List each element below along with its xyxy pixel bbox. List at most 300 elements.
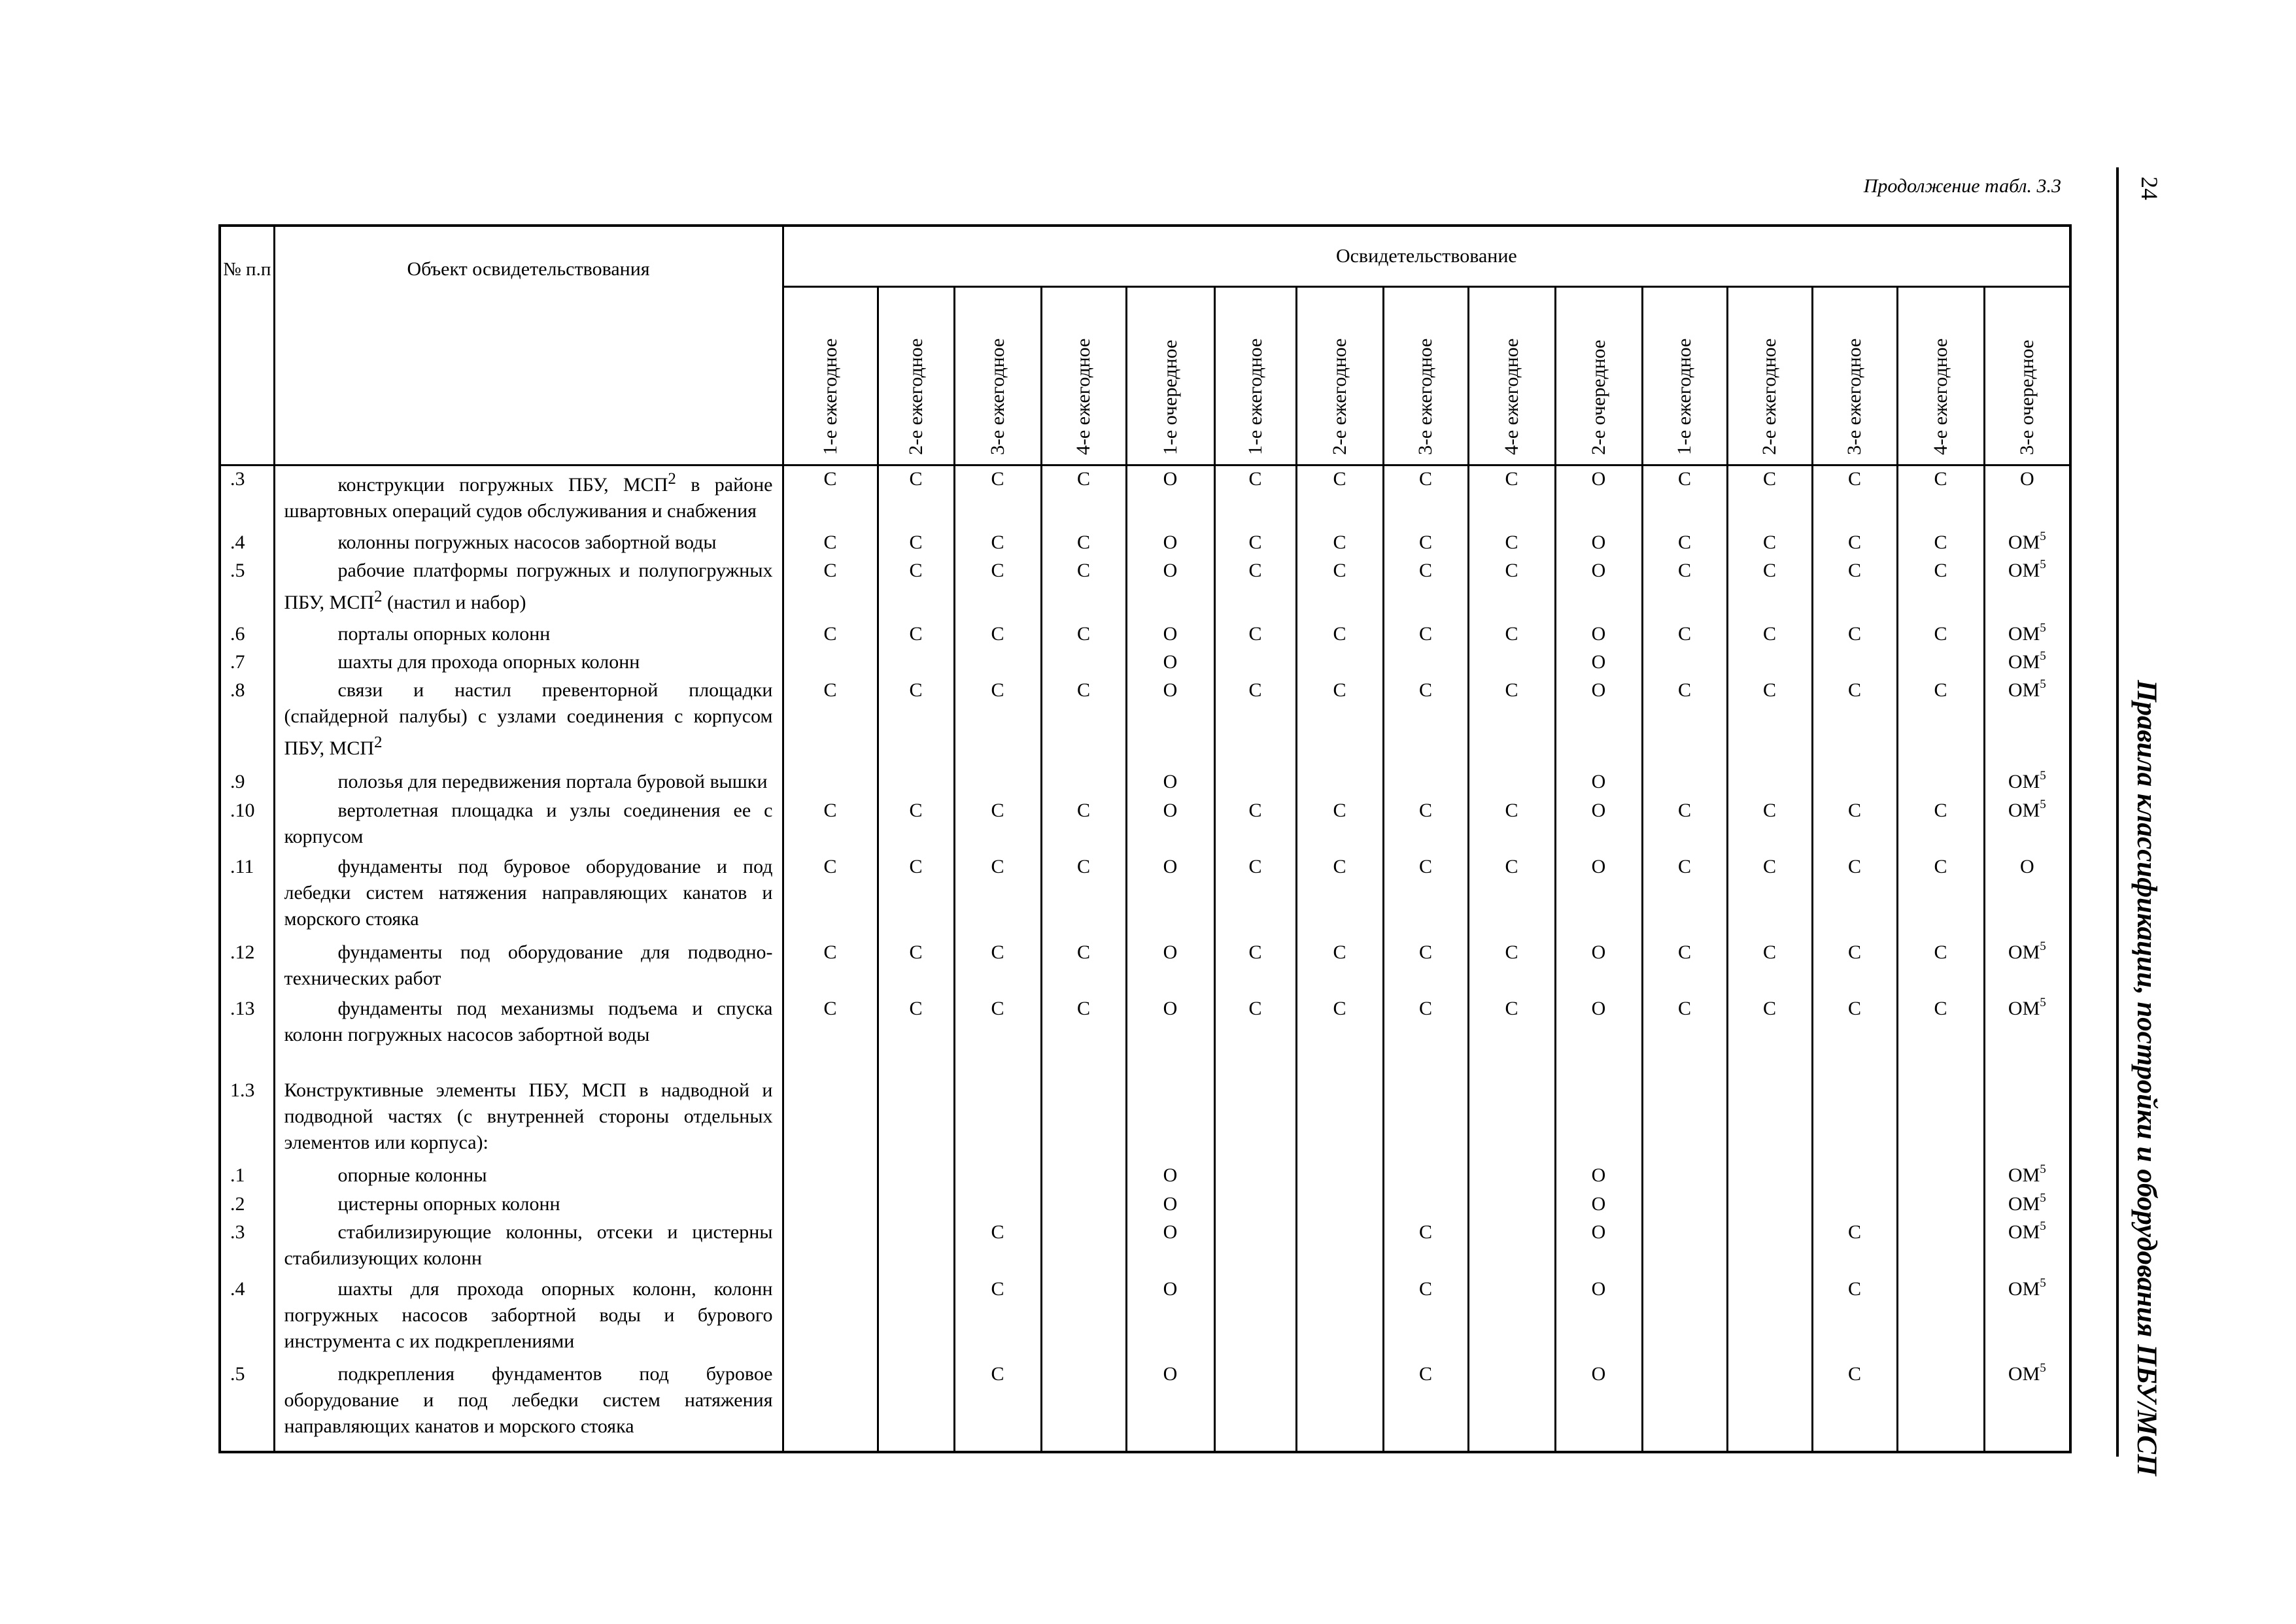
survey-mark — [1383, 558, 1468, 621]
survey-mark — [783, 1361, 878, 1452]
footnote-ref: 5 — [2040, 620, 2046, 635]
survey-mark — [1727, 996, 1812, 1053]
survey-table — [218, 224, 2072, 1453]
survey-mark — [878, 558, 954, 621]
survey-mark-value: С — [1847, 468, 1861, 490]
row-object — [274, 1276, 783, 1361]
survey-mark-value: С — [1847, 856, 1861, 878]
survey-mark — [1126, 1276, 1214, 1361]
survey-mark — [1041, 558, 1126, 621]
row-number: .4 — [220, 1276, 274, 1361]
survey-mark — [954, 939, 1041, 996]
table-row — [220, 1276, 2070, 1361]
row-object — [274, 677, 783, 769]
column-header-survey-2 — [878, 287, 954, 465]
survey-mark — [1214, 1276, 1296, 1361]
survey-mark-value: С — [1677, 531, 1691, 553]
spacer-cell — [1296, 1053, 1383, 1077]
survey-mark — [1555, 1077, 1642, 1162]
row-object-text: фундаменты под буровое оборудование и под лебедки систем натяжения направляющих канатов и морского стояка — [284, 856, 773, 930]
survey-mark-value: ОМ — [2008, 622, 2040, 645]
column-header-survey-13 — [1812, 287, 1897, 465]
row-object-text: подкрепления фундаментов под буровое оборудование и под лебедки систем натяжения направляющих канатов и морского стояка — [284, 1363, 773, 1438]
survey-mark-value: С — [1333, 679, 1346, 702]
survey-mark-value: ОМ — [2008, 941, 2040, 963]
survey-mark-value: С — [1248, 679, 1262, 702]
row-object-text: связи и настил превенторной площадки (спайдерной палубы) с узлами соединения с корпусом ПБУ, МСП — [284, 679, 773, 760]
survey-mark — [1041, 798, 1126, 854]
survey-mark-value: О — [1163, 468, 1178, 490]
row-number: .3 — [220, 1219, 274, 1276]
survey-mark-value: С — [1248, 856, 1262, 878]
footnote-ref: 5 — [2040, 529, 2046, 543]
survey-mark — [1383, 1077, 1468, 1162]
survey-mark-value: С — [823, 622, 837, 645]
survey-mark — [1812, 677, 1897, 769]
survey-mark — [1468, 854, 1555, 939]
row-object-text: вертолетная площадка и узлы соединения ее с корпусом — [284, 799, 773, 847]
survey-mark-value: ОМ — [2008, 651, 2040, 673]
row-object — [274, 558, 783, 621]
survey-mark — [1984, 465, 2070, 530]
survey-mark — [1727, 1191, 1812, 1219]
survey-mark-value: С — [1333, 468, 1346, 490]
survey-mark — [878, 1276, 954, 1361]
survey-mark — [783, 649, 878, 677]
survey-mark-value: С — [1333, 560, 1346, 582]
survey-mark — [1555, 1162, 1642, 1191]
row-number: .1 — [220, 1162, 274, 1191]
survey-mark — [1468, 1191, 1555, 1219]
row-number: .13 — [220, 996, 274, 1053]
survey-mark-value: С — [1333, 856, 1346, 878]
survey-mark — [1812, 939, 1897, 996]
survey-mark-value: С — [1418, 679, 1432, 702]
survey-mark — [954, 677, 1041, 769]
table-row — [220, 649, 2070, 677]
survey-mark — [1468, 1077, 1555, 1162]
survey-mark — [1468, 465, 1555, 530]
survey-mark — [878, 649, 954, 677]
survey-mark — [1727, 1077, 1812, 1162]
survey-mark — [783, 996, 878, 1053]
column-header-label: 2-е ежегодное — [1758, 338, 1780, 455]
survey-mark — [1468, 798, 1555, 854]
survey-mark-value: С — [1248, 560, 1262, 582]
survey-mark — [1897, 1361, 1984, 1452]
column-header-label: 1-е ежегодное — [819, 338, 841, 455]
survey-mark — [1555, 798, 1642, 854]
footnote-ref: 5 — [2040, 1361, 2046, 1376]
survey-mark-value: ОМ — [2008, 1164, 2040, 1187]
survey-mark — [1126, 621, 1214, 649]
survey-mark-value: С — [991, 531, 1004, 553]
row-object — [274, 1191, 783, 1219]
column-header-label: 1-е ежегодное — [1673, 338, 1695, 455]
survey-mark — [1555, 465, 1642, 530]
survey-mark — [1468, 558, 1555, 621]
survey-mark-value: О — [1591, 856, 1606, 878]
survey-mark — [1041, 854, 1126, 939]
survey-mark-value: С — [1505, 622, 1518, 645]
survey-mark-value: С — [1333, 998, 1346, 1020]
survey-mark — [1383, 854, 1468, 939]
survey-mark — [954, 558, 1041, 621]
survey-mark — [1555, 854, 1642, 939]
survey-mark — [1041, 1361, 1126, 1452]
spacer-cell — [954, 1053, 1041, 1077]
footnote-ref: 5 — [2040, 649, 2046, 663]
column-header-label: 4-е ежегодное — [1929, 338, 1951, 455]
column-header-label: 4-е ежегодное — [1072, 338, 1094, 455]
table-row — [220, 621, 2070, 649]
survey-mark — [1041, 769, 1126, 797]
survey-mark-value: С — [1934, 679, 1947, 702]
survey-mark — [1984, 1219, 2070, 1276]
table-row — [220, 1361, 2070, 1452]
survey-mark-value: О — [1163, 560, 1178, 582]
survey-mark-value: С — [1847, 799, 1861, 821]
survey-mark — [1984, 1077, 2070, 1162]
footnote-ref: 2 — [374, 588, 383, 606]
survey-mark-value: С — [1847, 1221, 1861, 1243]
row-object — [274, 1219, 783, 1276]
column-header-survey-15 — [1984, 287, 2070, 465]
survey-mark-value: С — [1333, 799, 1346, 821]
survey-mark-value: С — [1076, 941, 1090, 963]
survey-mark — [1642, 1219, 1727, 1276]
row-number: .2 — [220, 1191, 274, 1219]
survey-mark — [1897, 1162, 1984, 1191]
row-object — [274, 621, 783, 649]
row-object — [274, 465, 783, 530]
survey-mark — [1214, 798, 1296, 854]
survey-mark-value: С — [991, 622, 1004, 645]
survey-mark-value: О — [1591, 679, 1606, 702]
survey-mark — [1468, 996, 1555, 1053]
survey-mark-value: С — [1847, 531, 1861, 553]
survey-mark — [1126, 649, 1214, 677]
table-row — [220, 1162, 2070, 1191]
survey-mark-value: О — [1163, 1164, 1178, 1187]
survey-mark-value: С — [909, 531, 923, 553]
survey-mark-value: О — [1163, 1221, 1178, 1243]
survey-mark-value: С — [1418, 941, 1432, 963]
survey-mark — [1468, 649, 1555, 677]
survey-mark-value: С — [1076, 622, 1090, 645]
survey-mark-value: С — [1847, 1277, 1861, 1300]
survey-mark — [1897, 939, 1984, 996]
survey-mark — [1383, 677, 1468, 769]
survey-mark — [1296, 558, 1383, 621]
row-number: .7 — [220, 649, 274, 677]
survey-mark — [1383, 939, 1468, 996]
survey-mark-value: С — [909, 941, 923, 963]
survey-mark — [1642, 649, 1727, 677]
survey-mark — [1296, 996, 1383, 1053]
survey-mark — [1126, 798, 1214, 854]
survey-mark — [1041, 649, 1126, 677]
survey-mark-value: С — [1418, 468, 1432, 490]
survey-mark — [1984, 677, 2070, 769]
survey-mark-value: О — [1163, 799, 1178, 821]
survey-mark — [783, 677, 878, 769]
survey-mark-value: С — [1418, 998, 1432, 1020]
spacer-cell — [1642, 1053, 1727, 1077]
row-object — [274, 1361, 783, 1452]
survey-mark — [1214, 854, 1296, 939]
survey-mark — [783, 1162, 878, 1191]
row-number: .4 — [220, 530, 274, 558]
column-header-survey-8 — [1383, 287, 1468, 465]
survey-mark-value: О — [1591, 941, 1606, 963]
survey-mark-value: С — [1418, 531, 1432, 553]
survey-mark — [954, 854, 1041, 939]
survey-mark — [1812, 1219, 1897, 1276]
survey-mark — [1383, 769, 1468, 797]
survey-mark — [1041, 1219, 1126, 1276]
survey-mark-value: ОМ — [2008, 531, 2040, 553]
survey-mark — [954, 1219, 1041, 1276]
survey-mark — [1642, 939, 1727, 996]
survey-mark — [1126, 854, 1214, 939]
table-row — [220, 1219, 2070, 1276]
survey-mark — [1897, 854, 1984, 939]
survey-mark-value: С — [1762, 531, 1776, 553]
survey-mark-value: С — [1248, 531, 1262, 553]
survey-mark-value: С — [1076, 531, 1090, 553]
survey-mark — [1897, 798, 1984, 854]
survey-mark — [1984, 621, 2070, 649]
survey-mark — [1214, 769, 1296, 797]
survey-mark — [1214, 996, 1296, 1053]
survey-mark-value: С — [1418, 1277, 1432, 1300]
survey-mark — [1296, 1219, 1383, 1276]
survey-mark — [1468, 1219, 1555, 1276]
row-number: 1.3 — [220, 1077, 274, 1162]
survey-mark-value: С — [823, 941, 837, 963]
survey-mark — [1642, 530, 1727, 558]
survey-mark — [954, 621, 1041, 649]
survey-mark-value: ОМ — [2008, 1363, 2040, 1385]
spacer-cell — [1897, 1053, 1984, 1077]
survey-mark — [954, 530, 1041, 558]
survey-mark-value: ОМ — [2008, 771, 2040, 793]
survey-mark — [1812, 798, 1897, 854]
survey-mark — [1727, 649, 1812, 677]
row-object-text: Конструктивные элементы ПБУ, МСП в надводной и подводной частях (с внутренней стороны отдельных элементов или корпуса): — [284, 1079, 773, 1154]
table-row — [220, 939, 2070, 996]
column-header-object: Объект освидетельствования — [274, 226, 783, 465]
survey-mark-value: С — [1248, 799, 1262, 821]
row-object-text-cont: (настил и набор) — [382, 592, 526, 614]
survey-mark — [954, 1191, 1041, 1219]
survey-mark-value: С — [991, 1221, 1004, 1243]
row-number: .5 — [220, 558, 274, 621]
row-object-text: шахты для прохода опорных колонн, колонн погружных насосов забортной воды и бурового инструмента с их подкреплениями — [284, 1277, 773, 1352]
spacer-cell — [1214, 1053, 1296, 1077]
survey-mark — [954, 1276, 1041, 1361]
survey-mark — [1041, 677, 1126, 769]
survey-mark — [1383, 1219, 1468, 1276]
column-header-survey-7 — [1296, 287, 1383, 465]
side-rule — [2116, 167, 2119, 1457]
survey-mark — [1727, 558, 1812, 621]
column-header-label: 3-е ежегодное — [986, 338, 1008, 455]
row-object — [274, 649, 783, 677]
column-header-survey-9 — [1468, 287, 1555, 465]
survey-mark-value: С — [1076, 856, 1090, 878]
spacer-cell — [1126, 1053, 1214, 1077]
survey-mark-value: С — [1934, 468, 1947, 490]
row-number: .9 — [220, 769, 274, 797]
survey-mark — [1126, 939, 1214, 996]
survey-mark — [1897, 1191, 1984, 1219]
survey-mark — [783, 1276, 878, 1361]
spacer-cell — [1727, 1053, 1812, 1077]
survey-mark — [1984, 1276, 2070, 1361]
table-row — [220, 1077, 2070, 1162]
table-row — [220, 996, 2070, 1053]
table-row — [220, 854, 2070, 939]
column-header-label: 3-е очередное — [2015, 339, 2038, 455]
row-number: .8 — [220, 677, 274, 769]
survey-mark-value: С — [909, 799, 923, 821]
survey-mark — [1555, 939, 1642, 996]
table-row — [220, 530, 2070, 558]
running-title: Правила классификации, постройки и оборудования ПБУ/МСП — [2131, 680, 2162, 1476]
survey-mark-value: С — [1505, 856, 1518, 878]
survey-mark — [1041, 1077, 1126, 1162]
column-header-number: № п.п — [220, 226, 274, 465]
survey-mark — [1727, 621, 1812, 649]
survey-mark-value: О — [1591, 1164, 1606, 1187]
survey-mark — [1555, 558, 1642, 621]
spacer-cell — [1383, 1053, 1468, 1077]
survey-mark-value: ОМ — [2008, 560, 2040, 582]
survey-mark — [1214, 1077, 1296, 1162]
survey-mark — [1468, 939, 1555, 996]
survey-mark-value: С — [1505, 560, 1518, 582]
survey-mark-value: С — [823, 856, 837, 878]
survey-mark — [1727, 939, 1812, 996]
spacer-cell — [1984, 1053, 2070, 1077]
survey-mark — [1296, 1361, 1383, 1452]
survey-mark — [1812, 854, 1897, 939]
survey-mark-value: С — [1333, 622, 1346, 645]
survey-mark — [1041, 1276, 1126, 1361]
survey-mark — [1984, 1191, 2070, 1219]
survey-mark — [1642, 465, 1727, 530]
survey-mark-value: С — [1418, 560, 1432, 582]
survey-mark — [1126, 677, 1214, 769]
survey-mark — [1296, 1162, 1383, 1191]
column-header-survey-6 — [1214, 287, 1296, 465]
survey-mark-value: С — [1762, 622, 1776, 645]
survey-mark-value: О — [1591, 1221, 1606, 1243]
footnote-ref: 5 — [2040, 939, 2046, 953]
survey-mark-value: С — [1762, 560, 1776, 582]
survey-mark — [1642, 769, 1727, 797]
column-header-survey-11 — [1642, 287, 1727, 465]
survey-mark — [1812, 769, 1897, 797]
survey-mark-value: О — [1591, 468, 1606, 490]
survey-mark — [1041, 1191, 1126, 1219]
table-row — [220, 465, 2070, 530]
survey-mark-value: С — [1934, 560, 1947, 582]
survey-mark — [1126, 1361, 1214, 1452]
survey-mark — [1727, 854, 1812, 939]
spacer-row — [220, 1053, 2070, 1077]
survey-mark — [1296, 1077, 1383, 1162]
survey-mark — [1727, 677, 1812, 769]
survey-mark — [1727, 1276, 1812, 1361]
survey-mark — [878, 996, 954, 1053]
survey-mark-value: С — [1418, 1221, 1432, 1243]
survey-mark — [1214, 1162, 1296, 1191]
survey-mark-value: С — [1076, 560, 1090, 582]
survey-mark — [1812, 1276, 1897, 1361]
row-object-text-cont: в районе швартовных операций судов обслуживания и снабжения — [284, 474, 773, 522]
survey-mark — [1555, 1219, 1642, 1276]
survey-mark-value: О — [1163, 998, 1178, 1020]
row-object-text: стабилизирующие колонны, отсеки и цистерны стабилизующих колонн — [284, 1221, 773, 1270]
row-object — [274, 530, 783, 558]
survey-mark — [1897, 1219, 1984, 1276]
survey-mark — [1897, 621, 1984, 649]
footnote-ref: 5 — [2040, 1276, 2046, 1290]
column-header-survey-4 — [1041, 287, 1126, 465]
column-header-label: 2-е ежегодное — [1328, 338, 1350, 455]
survey-mark-value: С — [1505, 941, 1518, 963]
survey-mark-value: С — [1847, 622, 1861, 645]
survey-mark — [1555, 996, 1642, 1053]
survey-mark-value: С — [1762, 679, 1776, 702]
survey-mark — [1296, 649, 1383, 677]
survey-mark — [1126, 558, 1214, 621]
survey-mark — [1642, 1162, 1727, 1191]
survey-mark-value: О — [2020, 468, 2034, 490]
survey-mark — [1727, 1162, 1812, 1191]
survey-mark-value: О — [1591, 998, 1606, 1020]
survey-mark — [1296, 939, 1383, 996]
survey-mark-value: С — [823, 468, 837, 490]
survey-mark — [1812, 558, 1897, 621]
survey-mark — [1727, 465, 1812, 530]
survey-mark — [1555, 1191, 1642, 1219]
survey-mark — [1984, 798, 2070, 854]
column-header-label: 2-е ежегодное — [904, 338, 927, 455]
spacer-cell — [878, 1053, 954, 1077]
survey-mark-value: О — [1163, 651, 1178, 673]
survey-mark-value: С — [1847, 998, 1861, 1020]
column-header-label: 1-е ежегодное — [1244, 338, 1266, 455]
survey-mark — [878, 621, 954, 649]
survey-mark — [1642, 996, 1727, 1053]
row-object — [274, 854, 783, 939]
survey-mark-value: С — [1505, 468, 1518, 490]
survey-mark — [1727, 1361, 1812, 1452]
footnote-ref: 5 — [2040, 1162, 2046, 1177]
survey-mark — [954, 798, 1041, 854]
survey-mark-value: С — [1505, 679, 1518, 702]
survey-mark-value: С — [1076, 679, 1090, 702]
survey-mark-value: О — [1163, 1193, 1178, 1215]
row-object-text: полозья для передвижения портала буровой вышки — [337, 771, 768, 793]
column-header-label: 1-е очередное — [1159, 339, 1181, 455]
survey-mark-value: С — [1076, 799, 1090, 821]
survey-mark — [1812, 465, 1897, 530]
